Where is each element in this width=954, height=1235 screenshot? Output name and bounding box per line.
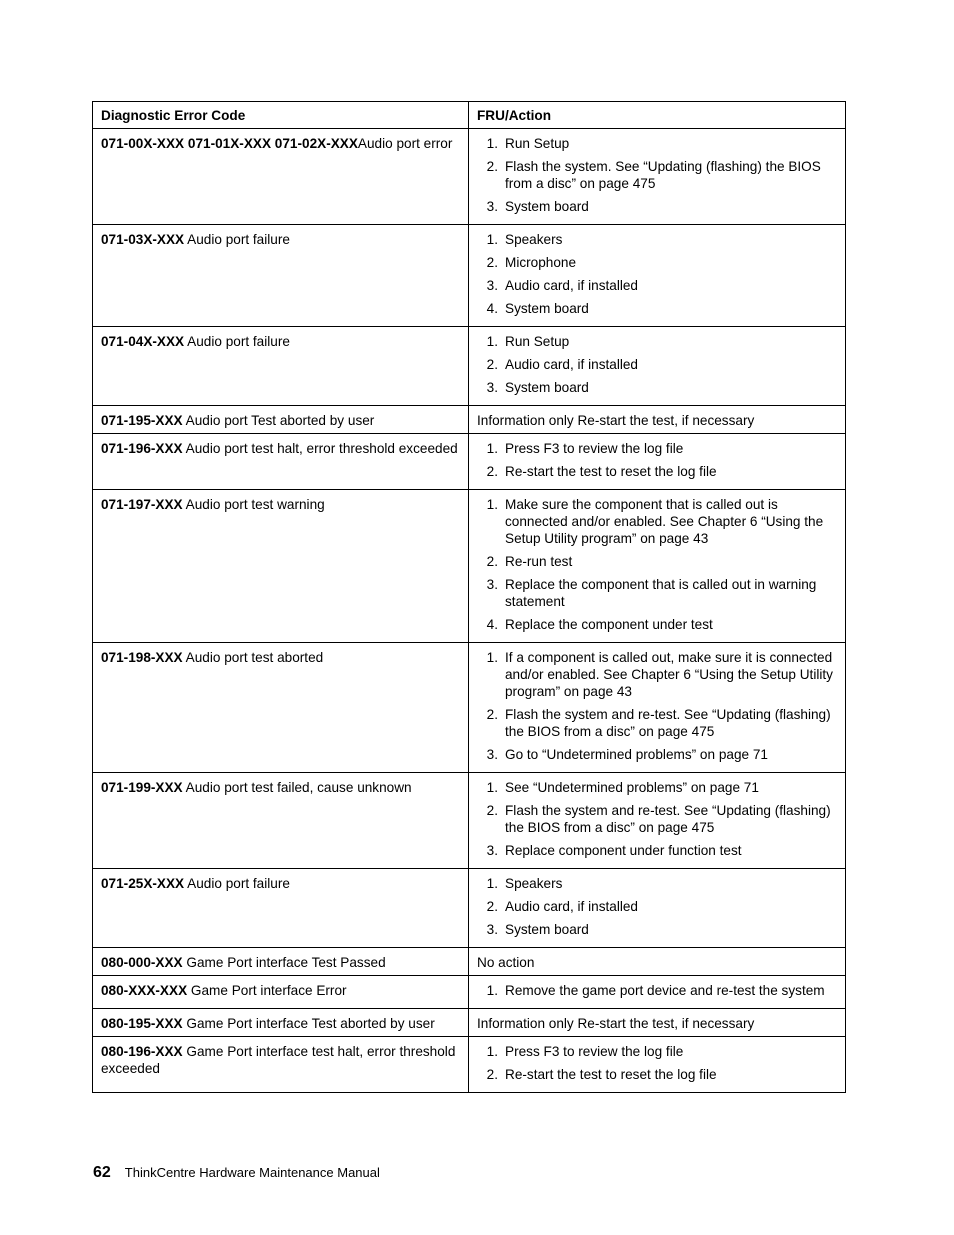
error-code: 071-00X-XXX 071-01X-XXX 071-02X-XXX [101,136,358,151]
step-text: Replace the component that is called out in warning statement [505,577,817,609]
table-row [93,406,846,434]
fru-action-cell [469,434,846,490]
table-row [93,1037,846,1093]
action-text: No action [477,955,535,970]
error-description: Game Port interface Error [190,983,347,998]
step-text: Press F3 to review the log file [505,441,684,456]
step-text: Remove the game port device and re-test the system [505,983,825,998]
fru-action-cell [469,869,846,948]
error-code-cell [93,976,469,1009]
action-step [477,1066,837,1083]
action-list [477,649,837,763]
action-list [477,496,837,633]
step-text: Microphone [505,255,577,270]
step-text: System board [505,380,589,395]
step-text: Press F3 to review the log file [505,1044,684,1059]
error-code-cell [93,225,469,327]
error-code-cell [93,1009,469,1037]
action-step [477,779,837,796]
fru-action-cell [469,490,846,643]
error-description: Game Port interface Test Passed [186,955,386,970]
step-text: Audio card, if installed [505,278,638,293]
action-step [477,842,837,859]
action-step [477,231,837,248]
error-description: Game Port interface Test aborted by user [186,1016,435,1031]
fru-action-cell [469,129,846,225]
step-text: Re-start the test to reset the log file [505,1067,717,1082]
step-text: Go to “Undetermined problems” on page 71 [505,747,768,762]
error-code-cell [93,434,469,490]
step-text: Make sure the component that is called out is connected and/or enabled. See Chapter 6 “Using the Setup Utility program” on page 43 [505,497,824,546]
error-description: Audio port failure [187,876,290,891]
error-code-cell [93,129,469,225]
step-number: 2. [486,1067,498,1082]
error-code-cell [93,643,469,773]
table-row [93,869,846,948]
step-text: System board [505,199,589,214]
error-code: 071-198-XXX [101,650,183,665]
step-number: 4. [486,617,498,632]
error-code-cell [93,869,469,948]
action-list [477,231,837,317]
error-code: 071-197-XXX [101,497,183,512]
step-number: 2. [486,255,498,270]
step-number: 1. [486,876,498,891]
action-list [477,779,837,859]
step-number: 1. [486,441,498,456]
table-row [93,225,846,327]
action-list [477,875,837,938]
step-number: 2. [486,464,498,479]
step-number: 3. [486,843,498,858]
error-description: Audio port error [357,136,453,151]
action-list [477,333,837,396]
step-text: Re-start the test to reset the log file [505,464,717,479]
step-number: 1. [486,497,498,512]
action-step [477,496,837,547]
table-row [93,773,846,869]
action-step [477,898,837,915]
table-row [93,129,846,225]
error-description: Audio port test aborted [185,650,324,665]
error-code-cell [93,948,469,976]
table-row [93,1009,846,1037]
error-description: Audio port Test aborted by user [185,413,375,428]
step-number: 2. [486,554,498,569]
error-code-cell [93,773,469,869]
error-code: 080-196-XXX [101,1044,183,1059]
manual-title: ThinkCentre Hardware Maintenance Manual [124,1165,380,1180]
diagnostic-table [92,101,846,1093]
fru-action-cell [469,327,846,406]
fru-action-cell [469,948,846,976]
error-description: Audio port failure [187,232,290,247]
step-number: 2. [486,899,498,914]
action-step [477,706,837,740]
step-number: 2. [486,707,498,722]
step-number: 3. [486,922,498,937]
step-text: Replace the component under test [505,617,713,632]
step-text: Audio card, if installed [505,357,638,372]
step-number: 3. [486,747,498,762]
error-code-cell [93,1037,469,1093]
error-code: 071-199-XXX [101,780,183,795]
table-header-row [93,102,846,129]
fru-action-cell [469,1009,846,1037]
fru-action-cell [469,976,846,1009]
table-row [93,490,846,643]
step-number: 3. [486,380,498,395]
step-text: Flash the system and re-test. See “Updating (flashing) the BIOS from a disc” on page 475 [505,707,831,739]
action-text: Information only Re-start the test, if necessary [477,1016,755,1031]
step-number: 1. [486,136,498,151]
step-text: See “Undetermined problems” on page 71 [505,780,759,795]
action-step [477,158,837,192]
step-number: 2. [486,803,498,818]
error-code: 071-25X-XXX [101,876,185,891]
action-step [477,616,837,633]
fru-action-cell [469,225,846,327]
action-step [477,277,837,294]
fru-action-cell [469,406,846,434]
step-number: 3. [486,278,498,293]
action-step [477,440,837,457]
error-code: 071-03X-XXX [101,232,185,247]
error-description: Audio port test failed, cause unknown [185,780,412,795]
step-text: Speakers [505,232,563,247]
step-text: Audio card, if installed [505,899,638,914]
error-code-cell [93,327,469,406]
fru-action-cell [469,1037,846,1093]
header-diagnostic-error-code: Diagnostic Error Code [93,102,469,129]
error-description: Audio port test warning [185,497,325,512]
action-text: Information only Re-start the test, if necessary [477,413,755,428]
action-step [477,875,837,892]
error-description: Audio port failure [187,334,290,349]
action-step [477,921,837,938]
action-step [477,553,837,570]
header-fru-action: FRU/Action [469,102,846,129]
step-text: Speakers [505,876,563,891]
step-number: 3. [486,577,498,592]
step-text: If a component is called out, make sure it is connected and/or enabled. See Chapter 6 “Using the Setup Utility program” on page 43 [505,650,833,699]
error-code: 080-XXX-XXX [101,983,188,998]
error-code: 080-000-XXX [101,955,183,970]
fru-action-cell [469,643,846,773]
step-text: System board [505,301,589,316]
action-step [477,982,837,999]
action-list [477,982,837,999]
error-code: 071-04X-XXX [101,334,185,349]
step-text: Run Setup [505,334,570,349]
step-number: 1. [486,1044,498,1059]
error-code: 080-195-XXX [101,1016,183,1031]
action-step [477,463,837,480]
page-number: 62 [93,1164,111,1181]
step-text: Run Setup [505,136,570,151]
table-row [93,434,846,490]
error-description: Audio port test halt, error threshold exceeded [185,441,458,456]
step-number: 2. [486,357,498,372]
action-step [477,802,837,836]
action-list [477,440,837,480]
action-step [477,300,837,317]
error-code: 071-196-XXX [101,441,183,456]
action-step [477,135,837,152]
action-list [477,1043,837,1083]
step-number: 4. [486,301,498,316]
step-number: 1. [486,780,498,795]
table-row [93,327,846,406]
action-step [477,576,837,610]
action-step [477,198,837,215]
step-number: 3. [486,199,498,214]
fru-action-cell [469,773,846,869]
table-row [93,948,846,976]
error-code-cell [93,490,469,643]
error-code-cell [93,406,469,434]
action-step [477,1043,837,1060]
step-text: Re-run test [505,554,573,569]
action-step [477,333,837,350]
action-step [477,379,837,396]
table-row [93,643,846,773]
action-step [477,746,837,763]
action-step [477,356,837,373]
error-code: 071-195-XXX [101,413,183,428]
action-step [477,254,837,271]
step-text: Flash the system and re-test. See “Updating (flashing) the BIOS from a disc” on page 475 [505,803,831,835]
step-number: 2. [486,159,498,174]
step-text: Flash the system. See “Updating (flashing) the BIOS from a disc” on page 475 [505,159,821,191]
step-number: 1. [486,334,498,349]
step-number: 1. [486,650,498,665]
step-number: 1. [486,983,498,998]
step-number: 1. [486,232,498,247]
step-text: Replace component under function test [505,843,742,858]
table-row [93,976,846,1009]
page-footer [93,1164,380,1182]
step-text: System board [505,922,589,937]
error-description: Game Port interface test halt, error threshold exceeded [101,1044,456,1076]
action-list [477,135,837,215]
action-step [477,649,837,700]
